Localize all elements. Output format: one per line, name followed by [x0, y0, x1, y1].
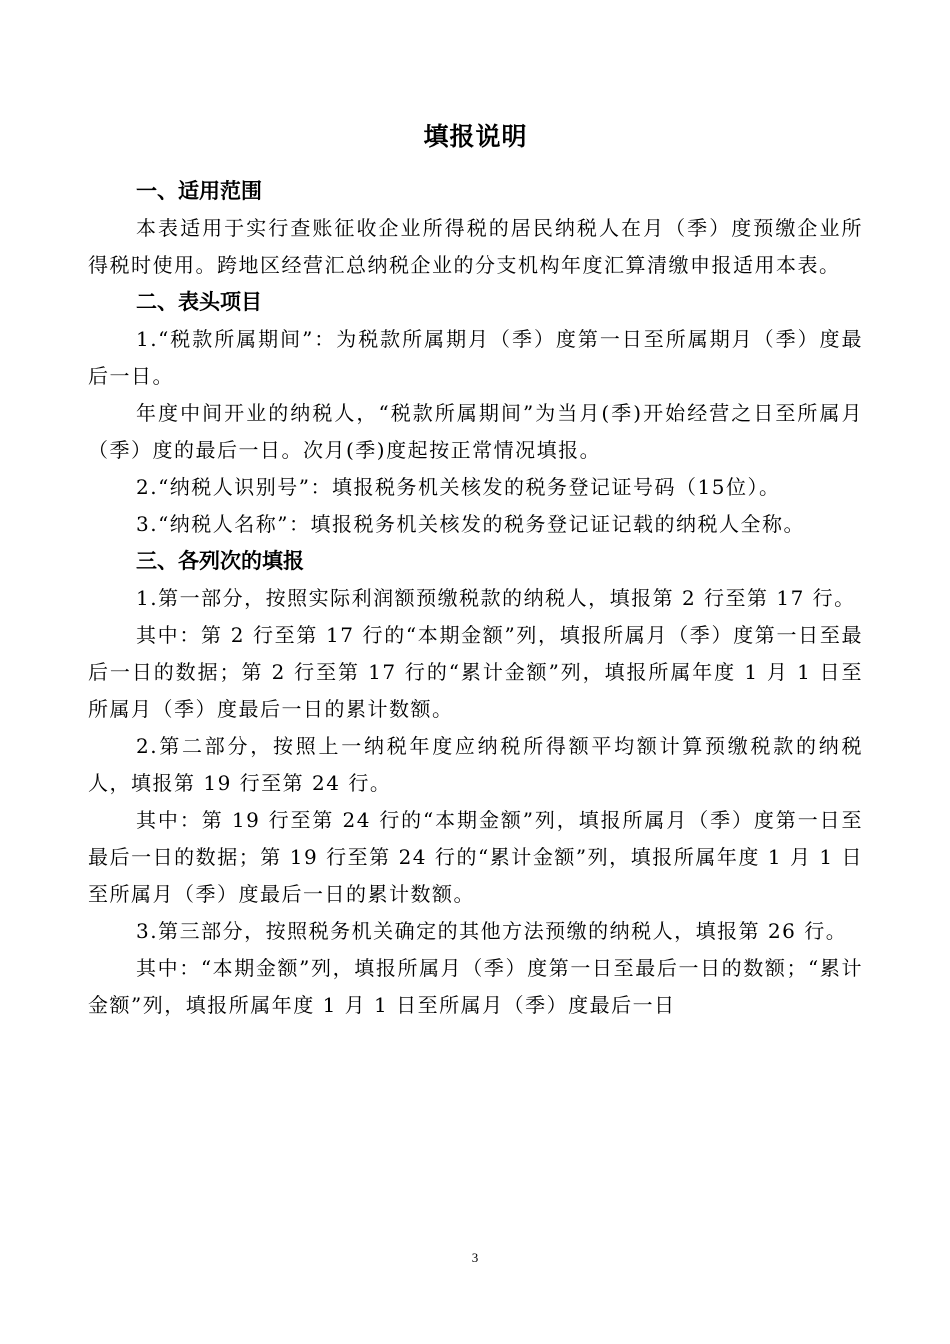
section-heading-columns: 三、各列次的填报 [136, 549, 304, 573]
paragraph-mid-year-opening: 年度中间开业的纳税人，“税款所属期间”为当月(季)开始经营之日至所属月（季）度的最后一日。次月(季)度起按正常情况填报。 [88, 401, 863, 462]
paragraph-part-three-detail: 其中：“本期金额”列，填报所属月（季）度第一日至最后一日的数额；“累计金额”列，填报所属年度 1 月 1 日至所属月（季）度最后一日 [88, 956, 863, 1017]
paragraph-tax-period: 1.“税款所属期间”：为税款所属期月（季）度第一日至所属期月（季）度最后一日。 [88, 327, 863, 388]
paragraph-taxpayer-id: 2.“纳税人识别号”：填报税务机关核发的税务登记证号码（15位）。 [136, 475, 781, 499]
paragraph-taxpayer-name: 3.“纳税人名称”：填报税务机关核发的税务登记证记载的纳税人全称。 [136, 512, 806, 536]
paragraph-part-two-detail: 其中：第 19 行至第 24 行的“本期金额”列，填报所属月（季）度第一日至最后一日的数据；第 19 行至第 24 行的“累计金额”列，填报所属年度 1 月 1 日至所属月（季）度最后一日的累计数额。 [88, 808, 863, 906]
page-title: 填报说明 [423, 122, 528, 151]
paragraph-part-three: 3.第三部分，按照税务机关确定的其他方法预缴的纳税人，填报第 26 行。 [136, 919, 848, 943]
paragraph-part-two: 2.第二部分，按照上一纳税年度应纳税所得额平均额计算预缴税款的纳税人，填报第 19 行至第 24 行。 [88, 734, 863, 795]
section-heading-scope: 一、适用范围 [136, 179, 262, 203]
document-page [88, 115, 863, 1024]
page-number: 3 [471, 1250, 479, 1265]
section-heading-header-items: 二、表头项目 [136, 290, 262, 314]
paragraph-part-one-detail: 其中：第 2 行至第 17 行的“本期金额”列，填报所属月（季）度第一日至最后一日的数据；第 2 行至第 17 行的“累计金额”列，填报所属年度 1 月 1 日至所属月（季）度最后一日的累计数额。 [88, 623, 863, 721]
paragraph-part-one: 1.第一部分，按照实际利润额预缴税款的纳税人，填报第 2 行至第 17 行。 [136, 586, 856, 610]
paragraph-scope: 本表适用于实行查账征收企业所得税的居民纳税人在月（季）度预缴企业所得税时使用。跨地区经营汇总纳税企业的分支机构年度汇算清缴申报适用本表。 [88, 216, 863, 277]
